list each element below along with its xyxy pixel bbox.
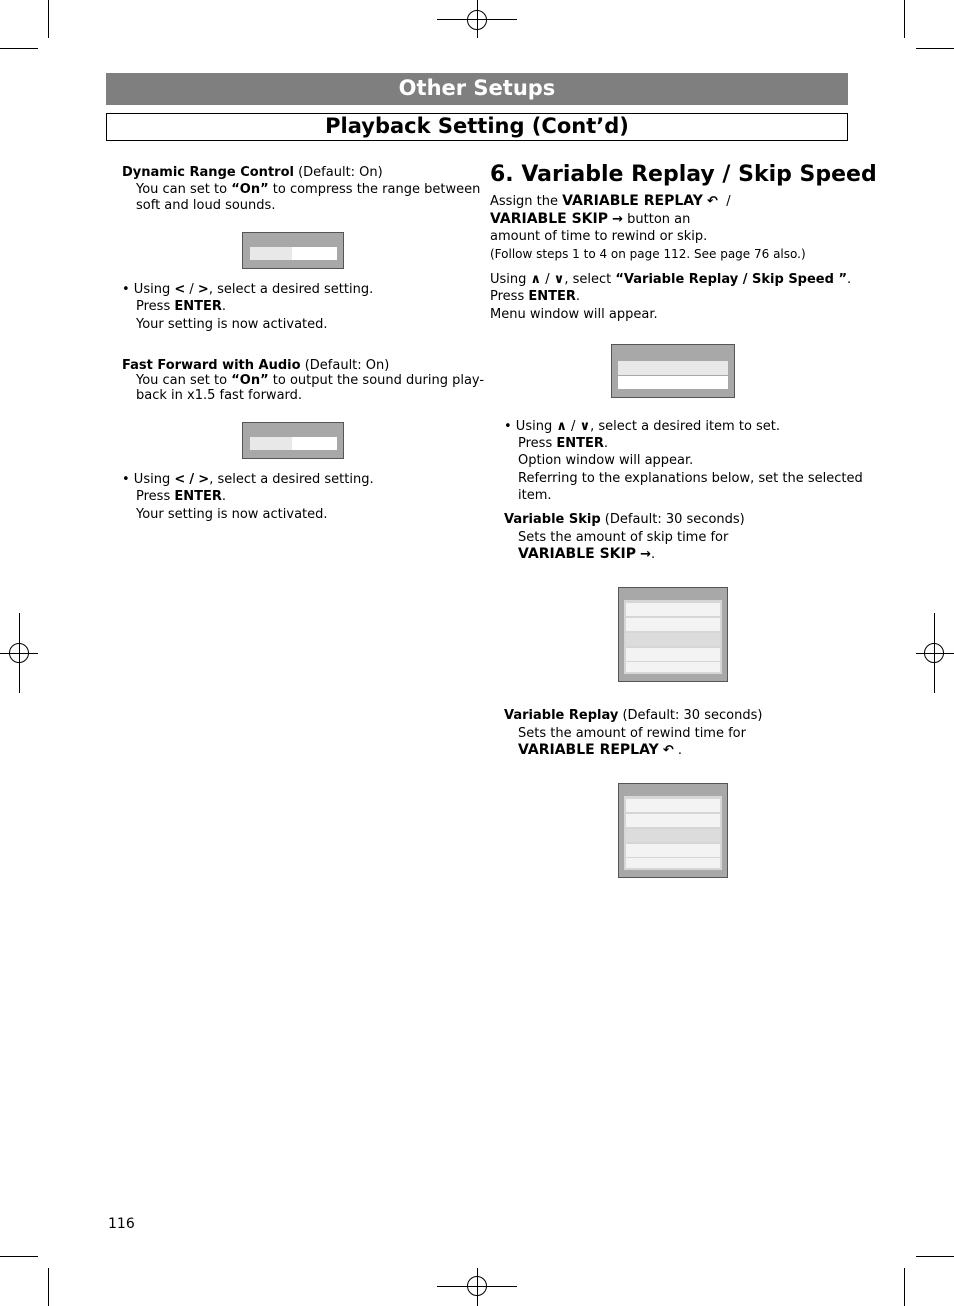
item-line: item. [518,488,552,503]
ffa-instruction-line2: Press ENTER. [136,489,227,504]
down-arrow-icon: ∨ [553,272,565,287]
referring-line: Referring to the explanations below, set the selected [518,471,863,486]
crop-mark [916,48,954,49]
option-row [626,648,720,661]
drc-desc-line1: You can set to “On” to compress the range between [136,182,481,197]
option-list [624,600,722,674]
registration-mark [467,10,487,30]
option-row [626,799,720,812]
bullet-press-line: Press ENTER. [518,436,609,451]
crop-mark [916,1256,954,1257]
option-appear-line: Option window will appear. [518,453,694,468]
bullet-using-line: • Using ∧ / ∨, select a desired item to set. [504,419,781,434]
down-arrow-icon: ∨ [579,419,591,434]
option-row [626,858,720,868]
ffa-desc-line1: You can set to “On” to output the sound during play- [136,373,485,388]
variable-skip-desc: Sets the amount of skip time for [518,530,729,545]
crop-mark [48,0,49,38]
right-arrow-icon: > [197,282,209,297]
option-row [626,814,720,827]
variable-skip-heading: Variable Skip (Default: 30 seconds) [504,512,745,527]
variable-replay-icon: ↶ [707,194,718,209]
option-off-bar [250,437,292,450]
variable-skip-option-image [618,587,728,682]
registration-mark [924,643,944,663]
variable-skip-icon: → [612,212,624,227]
up-arrow-icon: ∧ [556,419,567,434]
assign-line3: amount of time to rewind or skip. [490,229,708,244]
variable-replay-label: VARIABLE REPLAY ↶ . [518,742,683,758]
drc-instruction-line1: • Using < / >, select a desired setting. [122,282,374,297]
drc-instruction-line3: Your setting is now activated. [136,317,328,332]
assign-line2: VARIABLE SKIP → button an [490,211,691,227]
drc-desc-line2: soft and loud sounds. [136,198,276,213]
ffa-desc-line2: back in x1.5 fast forward. [136,388,303,403]
option-off-bar [250,247,292,260]
assign-line1: Assign the VARIABLE REPLAY ↶ / [490,193,731,209]
registration-mark [467,1276,487,1296]
variable-skip-icon: → [640,547,652,562]
crop-mark [904,1268,905,1306]
option-row-selected [626,633,720,646]
follow-note: (Follow steps 1 to 4 on page 112. See page 76 also.) [490,247,806,261]
variable-replay-heading: Variable Replay (Default: 30 seconds) [504,708,763,723]
ffa-heading: Fast Forward with Audio (Default: On) [122,358,390,373]
left-arrow-icon: < [174,282,186,297]
variable-replay-desc: Sets the amount of rewind time for [518,726,746,741]
up-arrow-icon: ∧ [530,272,542,287]
right-arrow-icon: > [198,472,210,487]
section-heading: 6. Variable Replay / Skip Speed [490,162,877,187]
menu-window-image [611,344,735,398]
page-number: 116 [108,1216,135,1232]
variable-skip-label: VARIABLE SKIP →. [518,546,656,562]
left-arrow-icon: < [174,472,186,487]
press-enter-line: Press ENTER. [490,289,581,304]
variable-replay-option-image [618,783,728,878]
option-list [624,796,722,870]
page-title: Playback Setting (Cont’d) [106,113,848,141]
ffa-instruction-line3: Your setting is now activated. [136,507,328,522]
ffa-screen-image [242,422,344,459]
option-on-bar [292,437,337,450]
crop-mark [0,1256,38,1257]
option-row [626,603,720,616]
using-line: Using ∧ / ∨, select “Variable Replay / Skip Speed ”. [490,272,852,287]
ffa-instruction-line1: • Using < / >, select a desired setting. [122,472,374,487]
option-row [626,662,720,672]
option-row-selected [626,829,720,842]
option-row [626,618,720,631]
registration-mark [9,643,29,663]
drc-instruction-line2: Press ENTER. [136,299,227,314]
menu-row-selected [618,361,728,375]
crop-mark [904,0,905,38]
drc-screen-image [242,232,344,269]
menu-appear-line: Menu window will appear. [490,307,658,322]
option-row [626,844,720,857]
option-on-bar [292,247,337,260]
variable-replay-icon: ↶ [662,743,674,758]
menu-row [618,376,728,389]
drc-heading: Dynamic Range Control (Default: On) [122,165,383,180]
section-banner: Other Setups [106,73,848,105]
crop-mark [0,48,38,49]
crop-mark [48,1268,49,1306]
